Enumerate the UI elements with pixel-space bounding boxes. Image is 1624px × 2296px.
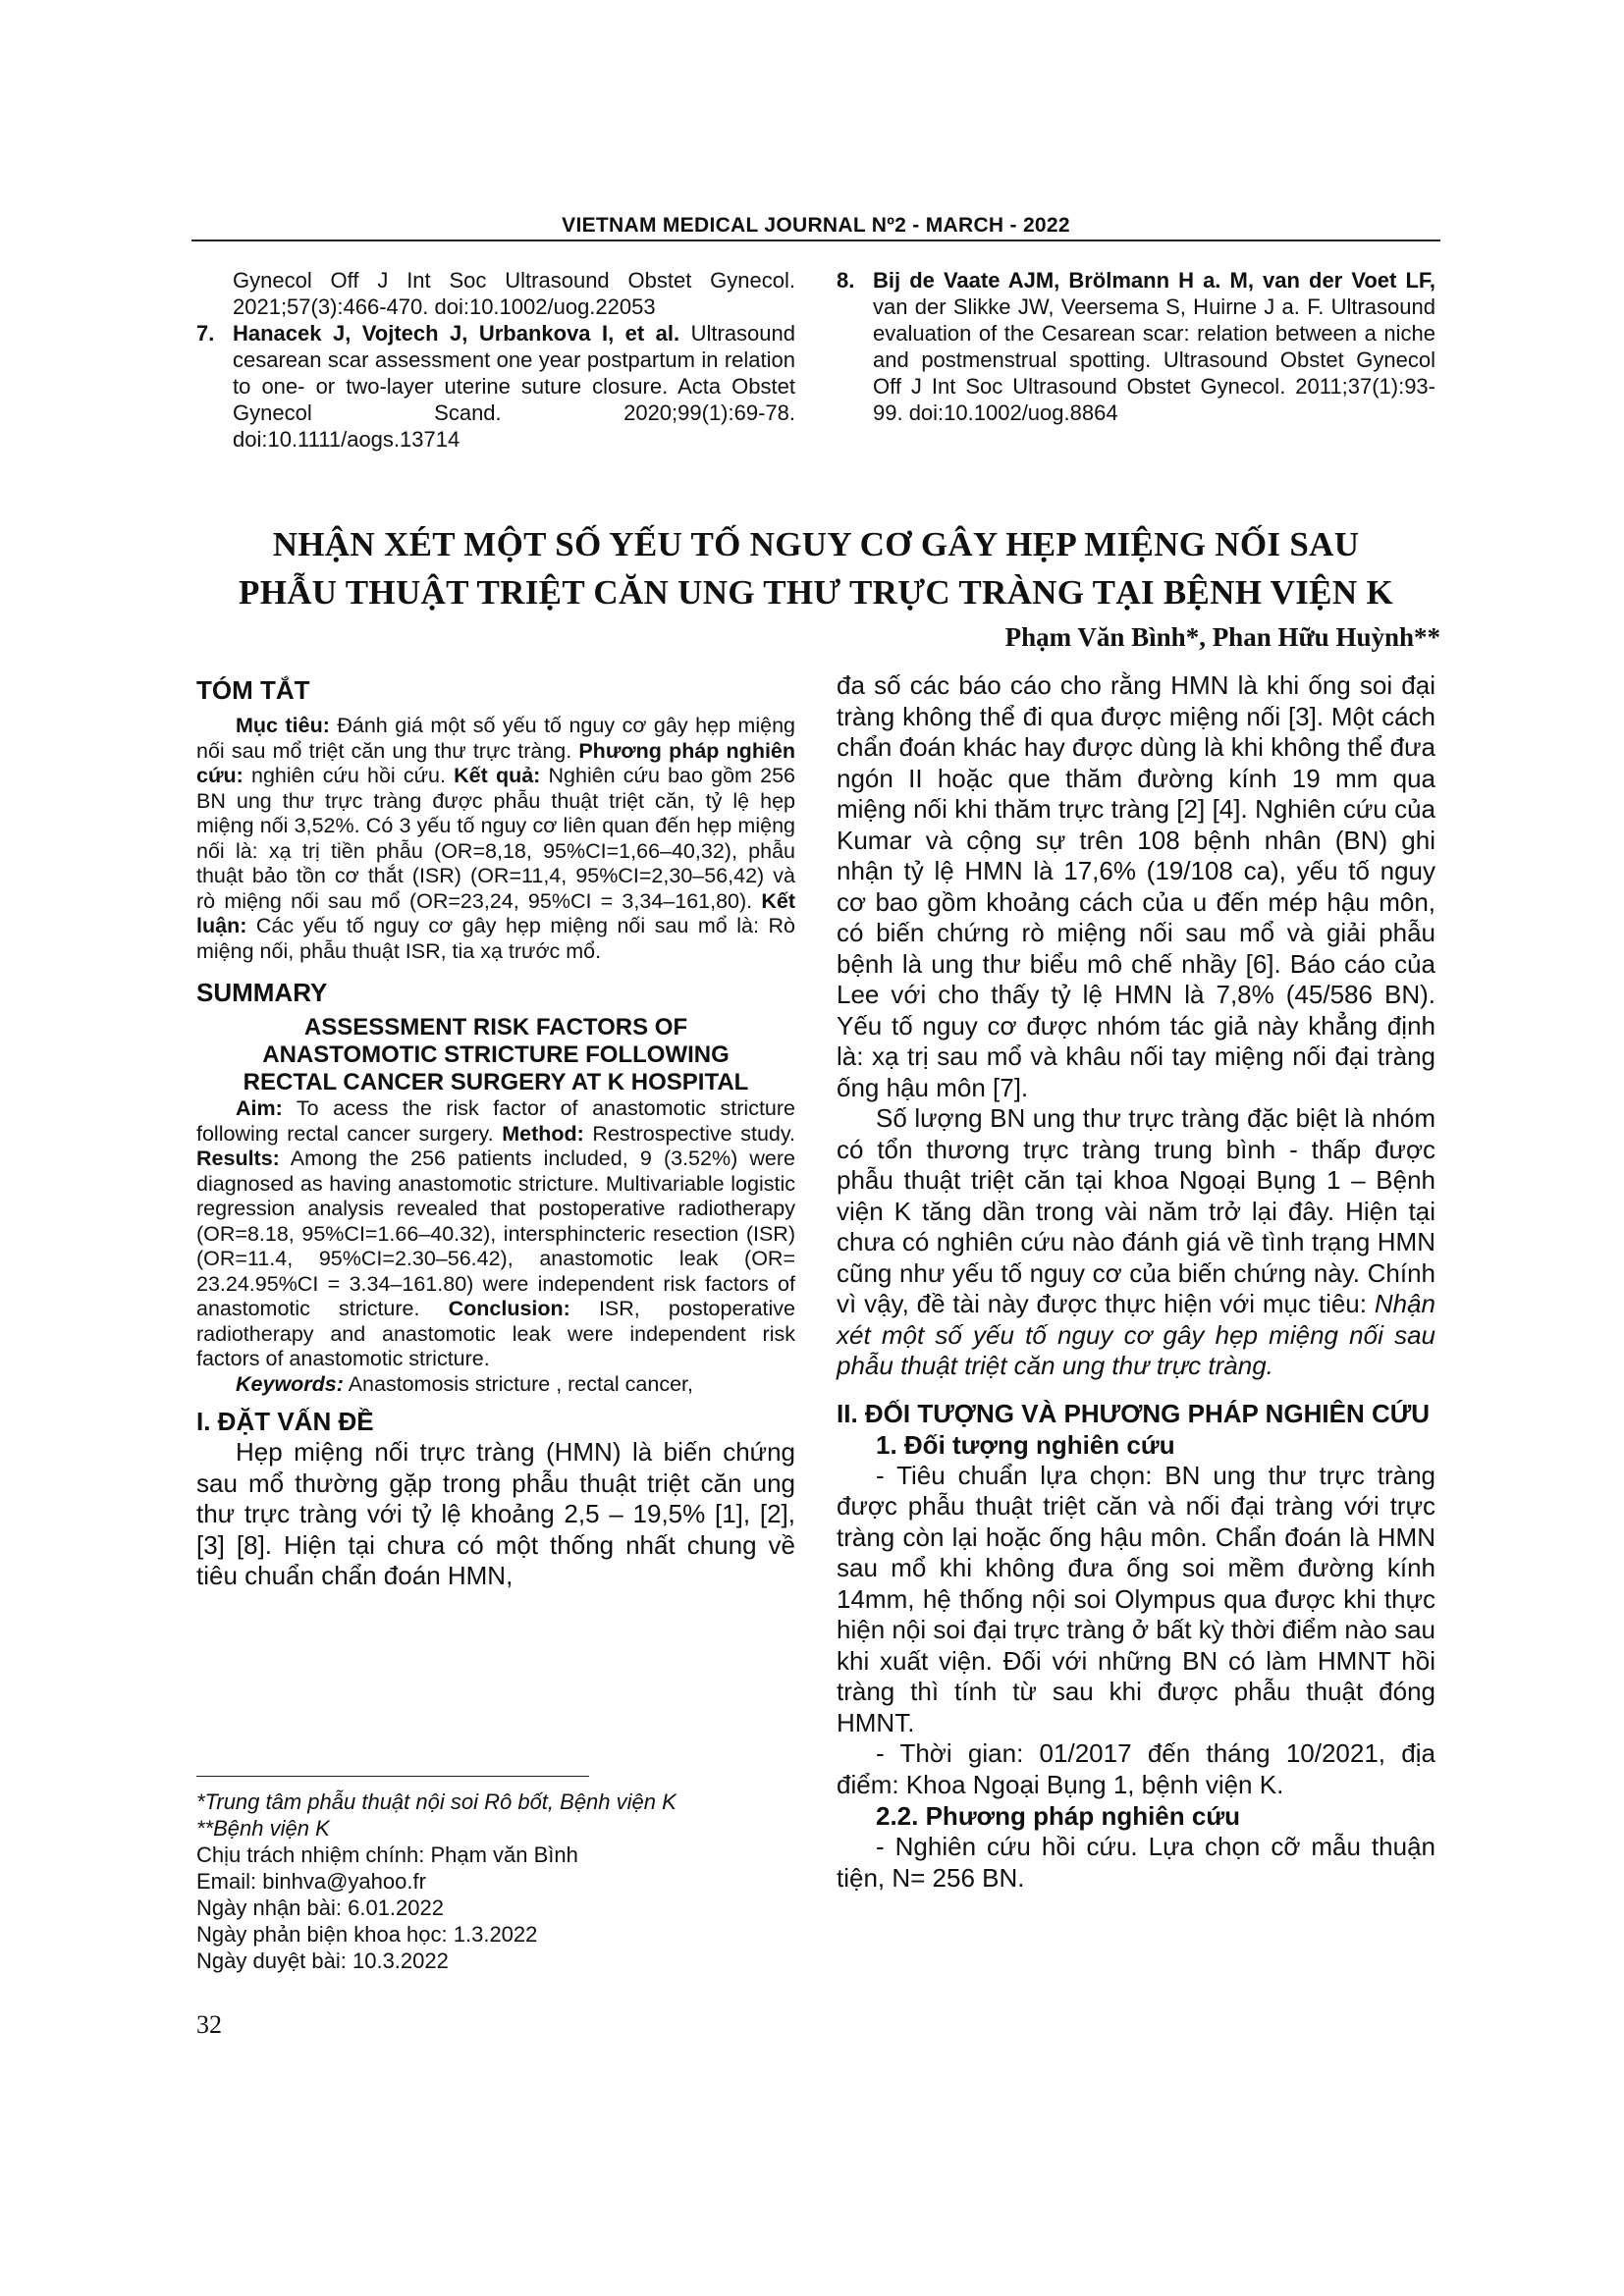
intro-paragraph-objective bbox=[837, 1103, 1435, 1382]
tomtat-method-text: nghiên cứu hồi cứu. bbox=[243, 764, 455, 787]
summary-conclusion-text: ISR, postoperative radiotherapy and anastomotic leak were independent risk factors of anastomotic stricture. bbox=[196, 1297, 795, 1370]
summary-results-text: Among the 256 patients included, 9 (3.52%) were diagnosed as having anastomotic stricture. Multivariable logistic regression analysis revealed that postoperative radiotherapy (OR=8.18, 95%CI=1.66–40.32), intersphincteric resection (ISR) (OR=11.4, 95%CI=2.30–56.42), anastomotic leak (OR= 23.24.95%CI = 3.34–161.80) were independent risk factors of anastomotic stricture. bbox=[196, 1147, 795, 1320]
summary-aim-text: To acess the risk factor of anastomotic stricture following rectal cancer surgery. bbox=[196, 1096, 795, 1146]
reference-7-text: Ultrasound cesarean scar assessment one year postpartum in relation to one- or two-layer uterine suture closure. Acta Obstet Gynecol Scand. 2020;99(1):69-78. doi:10.1111/aogs.13714 bbox=[233, 321, 795, 452]
section-2-2-heading: 2.2. Phương pháp nghiên cứu bbox=[876, 1801, 1241, 1831]
footnote-affiliation-1: *Trung tâm phẫu thuật nội soi Rô bốt, Bệnh viện K bbox=[196, 1789, 677, 1814]
summary-method-label: Method: bbox=[502, 1121, 584, 1146]
summary-results-label: Results: bbox=[196, 1147, 280, 1170]
right-column bbox=[837, 670, 1435, 1894]
references-left bbox=[196, 267, 795, 453]
summary-conclusion-label: Conclusion: bbox=[448, 1297, 570, 1320]
references-right bbox=[837, 267, 1435, 426]
article-authors: Phạm Văn Bình*, Phan Hữu Huỳnh** bbox=[1004, 622, 1440, 652]
objective-italic-text: Nhận xét một số yếu tố nguy cơ gây hẹp miệng nối sau phẫu thuật triệt căn ung thư trực tràng. bbox=[837, 1289, 1435, 1380]
tomtat-aim-text: Đánh giá một số yếu tố nguy cơ gây hẹp miệng nối sau mổ triệt căn ung thư trực tràng. bbox=[196, 714, 795, 763]
footnote-corresponding-author: Chịu trách nhiệm chính: Phạm văn Bình bbox=[196, 1842, 578, 1867]
footnotes bbox=[196, 1789, 795, 1974]
tomtat-aim-label: Mục tiêu: bbox=[236, 714, 330, 737]
time-location-paragraph: - Thời gian: 01/2017 đến tháng 10/2021, địa điểm: Khoa Ngoại Bụng 1, bệnh viện K. bbox=[837, 1738, 1435, 1799]
article-title-line-2: PHẪU THUẬT TRIỆT CĂN UNG THƯ TRỰC TRÀNG TẠI BỆNH VIỆN K bbox=[239, 573, 1393, 612]
tomtat-conclusion-label: Kết luận: bbox=[196, 888, 795, 937]
summary-abstract bbox=[196, 1096, 795, 1372]
selection-criteria-paragraph: - Tiêu chuẩn lựa chọn: BN ung thư trực tràng được phẫu thuật triệt căn và nối đại tràng với trực tràng còn lại hoặc ống hậu môn. Chẩn đoán là HMN sau mổ khi không đưa ống soi mềm đường kính 14mm, hệ thống nội soi Olympus qua được khi thực hiện nội soi đại trực tràng ở bất kỳ thời điểm nào sau khi xuất viện. Đối với những BN có làm HMNT hồi tràng thì tính từ sau khi được phẫu thuật đóng HMNT. bbox=[837, 1460, 1435, 1737]
summary-title-line-3: RECTAL CANCER SURGERY AT K HOSPITAL bbox=[243, 1069, 749, 1095]
left-column bbox=[196, 675, 795, 1592]
tomtat-abstract bbox=[196, 714, 795, 964]
tomtat-results-label: Kết quả: bbox=[454, 764, 541, 787]
section-1-heading: I. ĐẶT VẤN ĐỀ bbox=[196, 1407, 374, 1436]
tomtat-conclusion-text: Các yếu tố nguy cơ gây hẹp miệng nối sau mổ là: Rò miệng nối, phẫu thuật ISR, tia xạ trước mổ. bbox=[196, 914, 795, 963]
summary-title-line-2: ANASTOMOTIC STRICTURE FOLLOWING bbox=[262, 1041, 730, 1068]
reference-8 bbox=[837, 267, 1435, 426]
section-2-heading: II. ĐỐI TƯỢNG VÀ PHƯƠNG PHÁP NGHIÊN CỨU bbox=[837, 1398, 1431, 1428]
footnote-email: Email: binhva@yahoo.fr bbox=[196, 1869, 426, 1894]
footnote-rule bbox=[196, 1776, 589, 1777]
reference-6-tail: Gynecol Off J Int Soc Ultrasound Obstet Gynecol. 2021;57(3):466-470. doi:10.1002/uog.22053 bbox=[233, 268, 795, 319]
footnote-affiliation-2: **Bệnh viện K bbox=[196, 1816, 330, 1841]
article-title bbox=[191, 520, 1440, 616]
tomtat-heading: TÓM TẮT bbox=[196, 675, 310, 705]
objective-lead-text: Số lượng BN ung thư trực tràng đặc biệt là nhóm có tổn thương trực tràng trung bình - thấp được phẫu thuật triệt căn tại khoa Ngoại Bụng 1 – Bệnh viện K tăng dần trong vài năm trở lại đây. Hiện tại chưa có nghiên cứu nào đánh giá về tình trạng HMN cũng như yếu tố nguy cơ của biến chứng này. Chính vì vậy, đề tài này được thực hiện với mục tiêu: bbox=[837, 1103, 1435, 1318]
section-2-1-heading: 1. Đối tượng nghiên cứu bbox=[876, 1429, 1175, 1460]
footnote-review-date: Ngày phản biện khoa học: 1.3.2022 bbox=[196, 1922, 538, 1947]
footnote-received-date: Ngày nhận bài: 6.01.2022 bbox=[196, 1896, 444, 1920]
footnote-accepted-date: Ngày duyệt bài: 10.3.2022 bbox=[196, 1949, 449, 1973]
page-number: 32 bbox=[196, 2010, 222, 2039]
reference-7-authors: Hanacek J, Vojtech J, Urbankova I, et al. bbox=[233, 321, 680, 346]
summary-title-line-1: ASSESSMENT RISK FACTORS OF bbox=[303, 1014, 688, 1041]
section-1-paragraph: Hẹp miệng nối trực tràng (HMN) là biến chứng sau mổ thường gặp trong phẫu thuật triệt căn ung thư trực tràng với tỷ lệ khoảng 2,5 – 19,5% [1], [2], [3] [8]. Hiện tại chưa có một thống nhất chung về tiêu chuẩn chẩn đoán HMN, bbox=[196, 1437, 795, 1590]
article-title-line-1: NHẬN XÉT MỘT SỐ YẾU TỐ NGUY CƠ GÂY HẸP MIỆNG NỐI SAU bbox=[272, 525, 1360, 563]
reference-7 bbox=[196, 320, 795, 453]
summary-heading: SUMMARY bbox=[196, 978, 328, 1007]
header-rule bbox=[191, 240, 1440, 241]
keywords-text: Anastomosis stricture , rectal cancer, bbox=[343, 1371, 694, 1396]
reference-8-authors: Bij de Vaate AJM, Brölmann H a. M, van der Voet LF, bbox=[873, 268, 1435, 293]
intro-paragraph-continued: đa số các báo cáo cho rằng HMN là khi ống soi đại tràng không thể đi qua được miệng nối [3]. Một cách chẩn đoán khác hay được dùng là khi không thể đưa ngón II hoặc que thăm đường kính 19 mm qua miệng nối khi thăm trực tràng [2] [4]. Nghiên cứu của Kumar và cộng sự trên 108 bệnh nhân (BN) ghi nhận tỷ lệ HMN là 17,6% (19/108 ca), yếu tố nguy cơ bao gồm khoảng cách của u đến mép hậu môn, có biến chứng rò miệng nối sau mổ và giải phẫu bệnh là ung thư biểu mô chế nhầy [6]. Báo cáo của Lee với cho thấy tỷ lệ HMN là 7,8% (45/586 BN). Yếu tố nguy cơ được nhóm tác giả này khẳng định là: xạ trị sau mổ và khâu nối tay miệng nối đại tràng ống hậu môn [7]. bbox=[837, 670, 1435, 1102]
reference-8-number: 8. bbox=[837, 268, 855, 293]
reference-7-number: 7. bbox=[196, 321, 215, 346]
reference-8-text: van der Slikke JW, Veersema S, Huirne J a. F. Ultrasound evaluation of the Cesarean scar: relation between a niche and postmenstrual spotting. Ultrasound Obstet Gynecol Off J Int Soc Ultrasound Obstet Gynecol. 2011;37(1):93-99. doi:10.1002/uog.8864 bbox=[873, 294, 1435, 425]
journal-header: VIETNAM MEDICAL JOURNAL Nº2 - MARCH - 2022 bbox=[562, 214, 1070, 237]
method-paragraph: - Nghiên cứu hồi cứu. Lựa chọn cỡ mẫu thuận tiện, N= 256 BN. bbox=[837, 1832, 1435, 1893]
summary-method-text: Restrospective study. bbox=[583, 1121, 795, 1146]
tomtat-method-label: Phương pháp nghiên cứu: bbox=[196, 738, 796, 787]
summary-aim-label: Aim: bbox=[236, 1096, 283, 1120]
keywords-label: Keywords: bbox=[236, 1371, 344, 1396]
tomtat-results-text: Nghiên cứu bao gồm 256 BN ung thư trực tràng được phẫu thuật triệt căn, tỷ lệ hẹp miệng nối 3,52%. Có 3 yếu tố nguy cơ liên quan đến hẹp miệng nối là: xạ trị tiền phẫu (OR=8,18, 95%CI=1,66–40,32), phẫu thuật bảo tồn cơ thắt (ISR) (OR=11,4, 95%CI=2,30–56,42) và rò miệng nối sau mổ (OR=23,24, 95%CI = 3,34–161,80). bbox=[196, 764, 795, 913]
keywords bbox=[196, 1372, 795, 1398]
